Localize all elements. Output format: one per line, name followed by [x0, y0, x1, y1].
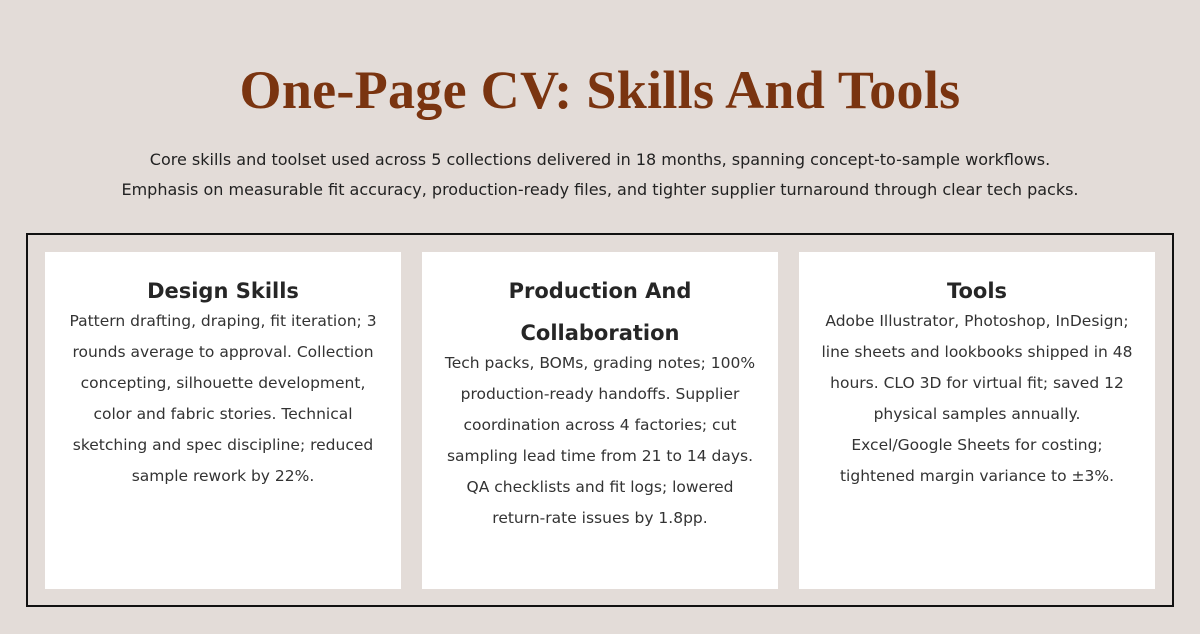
- subtitle-line-1: Core skills and toolset used across 5 collections delivered in 18 months, spanning concept-to-sample workflows.: [149, 150, 1051, 169]
- card-title: Production And Collaboration: [508, 279, 692, 345]
- page-subtitle: [60, 145, 1140, 205]
- page-title: One-Page CV: Skills And Tools: [239, 60, 961, 120]
- card-tools: [799, 252, 1155, 589]
- subtitle-line-2: Emphasis on measurable fit accuracy, production-ready files, and tighter supplier turnaround through clear tech packs.: [121, 180, 1079, 199]
- card-body: Adobe Illustrator, Photoshop, InDesign; line sheets and lookbooks shipped in 48 hours. CLO 3D for virtual fit; saved 12 physical samples annually. Excel/Google Sheets for costing; tightened margin variance to ±3%.: [821, 312, 1133, 485]
- card-title: Tools: [946, 279, 1008, 303]
- card-design-skills: [45, 252, 401, 589]
- card-body: Tech packs, BOMs, grading notes; 100% production-ready handoffs. Supplier coordination across 4 factories; cut sampling lead time from 21 to 14 days. QA checklists and fit logs; lowered return-rate issues by 1.8pp.: [444, 354, 756, 527]
- skills-frame: [26, 233, 1174, 607]
- card-body: Pattern drafting, draping, fit iteration; 3 rounds average to approval. Collection concepting, silhouette development, color and fabric stories. Technical sketching and spec discipline; reduced sample rework by 22%.: [69, 312, 377, 485]
- card-title: Design Skills: [147, 279, 299, 303]
- card-production-collaboration: [422, 252, 778, 589]
